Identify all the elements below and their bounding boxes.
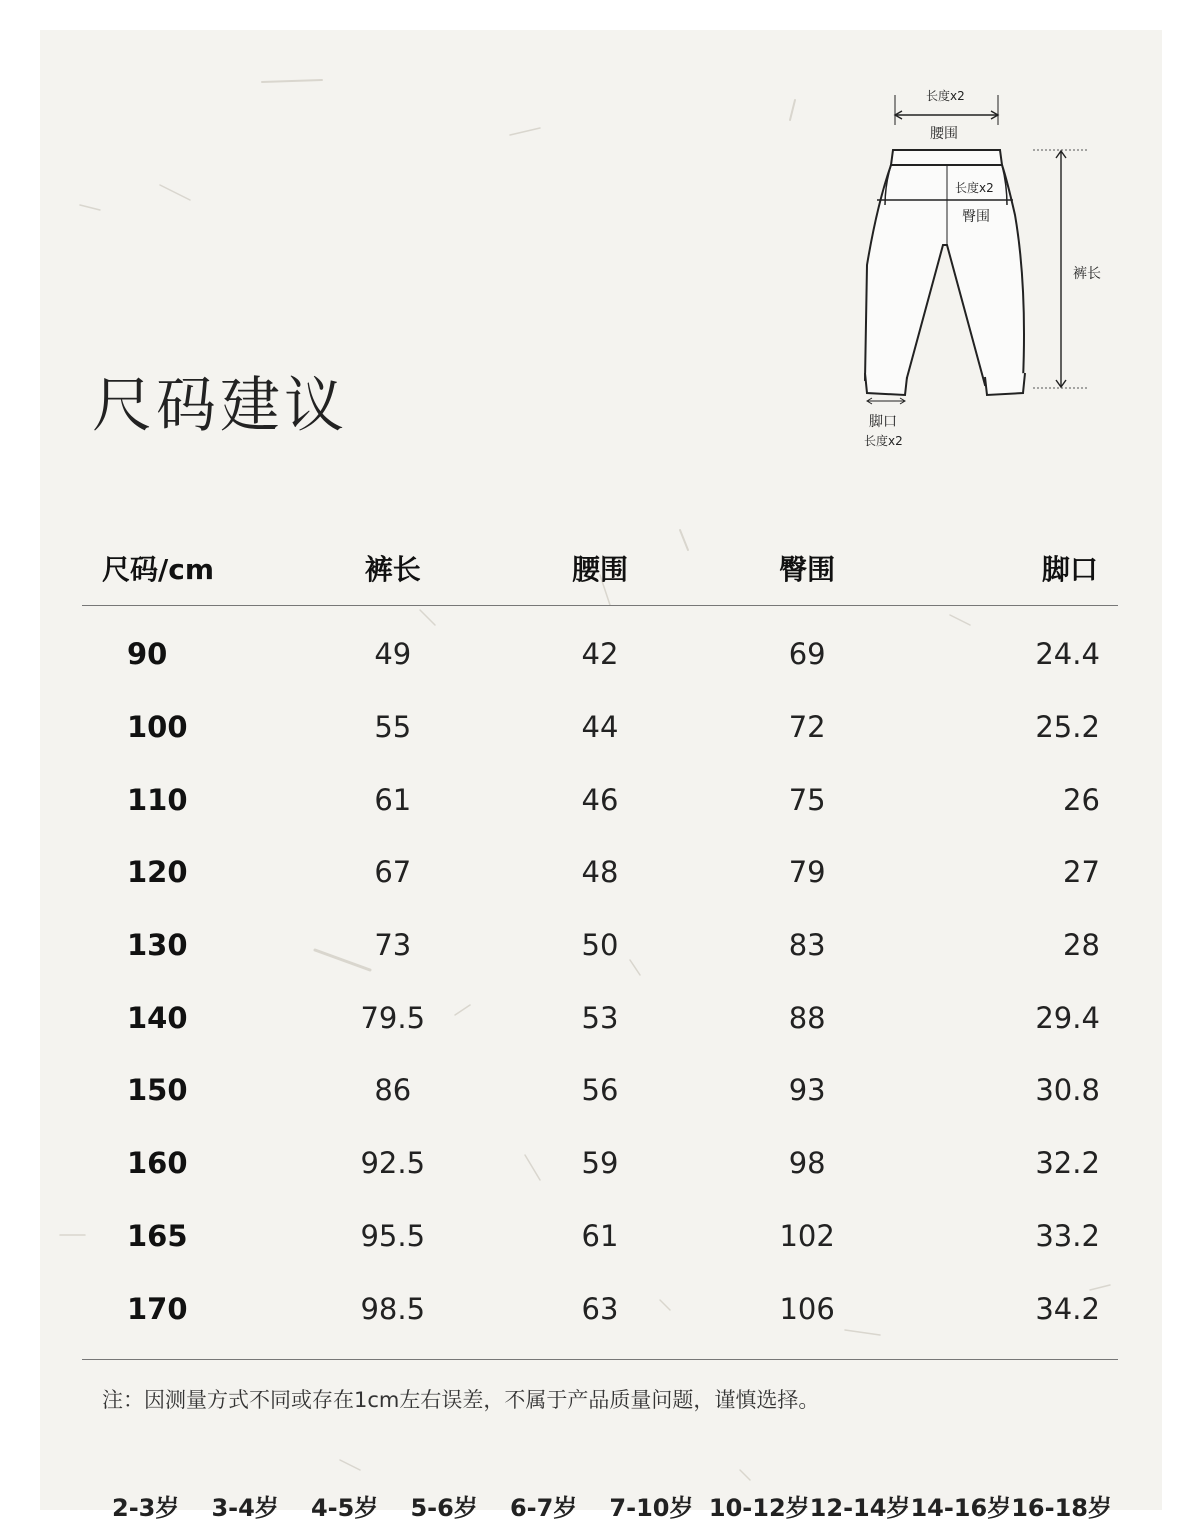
age-range-strip <box>112 1488 1112 1523</box>
age-range-label: 2-3岁 <box>112 1494 180 1522</box>
cuff-cell: 34.2 <box>1035 1291 1100 1326</box>
header-waist: 腰围 <box>571 552 628 586</box>
hip-double-note: 长度x2 <box>955 181 994 195</box>
cuff-cell: 28 <box>1063 928 1100 963</box>
length-cell: 95.5 <box>360 1218 426 1253</box>
length-label: 裤长 <box>1073 266 1101 282</box>
cuff-cell: 26 <box>1063 782 1100 817</box>
size-cell: 100 <box>127 710 188 745</box>
age-range-label: 7-10岁 <box>609 1494 694 1522</box>
hip-cell: 93 <box>788 1073 826 1108</box>
pants-measurement-diagram <box>855 85 1115 455</box>
waist-cell: 53 <box>581 1000 619 1035</box>
age-range-label: 10-12岁 <box>708 1494 810 1522</box>
table-row <box>82 1127 1118 1200</box>
size-table <box>82 530 1118 1360</box>
length-cell: 67 <box>374 855 412 890</box>
age-range-label: 12-14岁 <box>809 1494 911 1522</box>
header-length: 裤长 <box>364 552 421 586</box>
length-cell: 61 <box>374 782 412 817</box>
age-range-label: 6-7岁 <box>509 1494 578 1522</box>
waist-cell: 44 <box>581 710 619 745</box>
waist-cell: 56 <box>581 1073 619 1108</box>
disclaimer-note: 注：因测量方式不同或存在1cm左右误差，不属于产品质量问题，谨慎选择。 <box>102 1388 820 1412</box>
size-cell: 130 <box>127 928 188 963</box>
age-range-label: 16-18岁 <box>1011 1494 1112 1522</box>
hip-cell: 69 <box>788 637 826 672</box>
age-range-label: 4-5岁 <box>310 1494 379 1522</box>
waist-cell: 61 <box>581 1218 619 1253</box>
size-cell: 165 <box>127 1218 188 1253</box>
length-cell: 49 <box>374 637 412 672</box>
cuff-cell: 25.2 <box>1035 710 1100 745</box>
waist-double-note: 长度x2 <box>926 89 965 103</box>
age-range-label: 5-6岁 <box>410 1494 478 1522</box>
cuff-label: 脚口 <box>869 414 897 430</box>
table-row <box>82 1272 1118 1345</box>
cuff-cell: 32.2 <box>1035 1146 1100 1181</box>
table-row <box>82 763 1118 836</box>
waist-label: 腰围 <box>930 126 958 142</box>
table-row <box>82 836 1118 909</box>
size-cell: 90 <box>127 637 168 672</box>
age-range-label: 3-4岁 <box>211 1494 279 1522</box>
waist-cell: 42 <box>581 637 619 672</box>
hip-cell: 83 <box>788 928 826 963</box>
page-title: 尺码建议 <box>92 371 348 441</box>
table-header <box>82 530 1118 606</box>
table-row <box>82 909 1118 982</box>
size-cell: 170 <box>127 1291 188 1326</box>
size-cell: 150 <box>127 1073 188 1108</box>
hip-cell: 75 <box>788 782 826 817</box>
table-row <box>82 1054 1118 1127</box>
table-row <box>82 691 1118 764</box>
length-cell: 92.5 <box>360 1146 426 1181</box>
length-cell: 55 <box>374 710 412 745</box>
header-cuff: 脚口 <box>1041 552 1098 586</box>
cuff-cell: 24.4 <box>1035 637 1100 672</box>
hip-cell: 79 <box>788 855 826 890</box>
size-cell: 120 <box>127 855 188 890</box>
age-range-label: 14-16岁 <box>910 1494 1012 1522</box>
header-size: 尺码/cm <box>102 552 215 586</box>
waist-cell: 50 <box>581 928 619 963</box>
cuff-cell: 33.2 <box>1035 1218 1100 1253</box>
size-cell: 140 <box>127 1000 188 1035</box>
hip-cell: 106 <box>779 1291 835 1326</box>
size-cell: 110 <box>127 782 188 817</box>
table-row <box>82 618 1118 691</box>
waist-cell: 63 <box>581 1291 619 1326</box>
length-cell: 79.5 <box>360 1000 426 1035</box>
length-cell: 86 <box>374 1073 412 1108</box>
hip-cell: 88 <box>788 1000 826 1035</box>
cuff-cell: 29.4 <box>1035 1000 1100 1035</box>
length-cell: 73 <box>374 928 412 963</box>
hip-label: 臀围 <box>962 209 990 225</box>
cuff-double-note: 长度x2 <box>864 434 903 448</box>
hip-cell: 98 <box>788 1146 826 1181</box>
length-cell: 98.5 <box>360 1291 426 1326</box>
cuff-cell: 30.8 <box>1035 1073 1100 1108</box>
table-row <box>82 1200 1118 1273</box>
hip-cell: 102 <box>779 1218 835 1253</box>
waist-cell: 59 <box>581 1146 619 1181</box>
waist-cell: 48 <box>581 855 619 890</box>
size-cell: 160 <box>127 1146 188 1181</box>
header-hip: 臀围 <box>779 552 836 586</box>
hip-cell: 72 <box>788 710 826 745</box>
cuff-cell: 27 <box>1063 855 1100 890</box>
table-row <box>82 981 1118 1054</box>
table-body <box>82 606 1118 1360</box>
waist-cell: 46 <box>581 782 619 817</box>
